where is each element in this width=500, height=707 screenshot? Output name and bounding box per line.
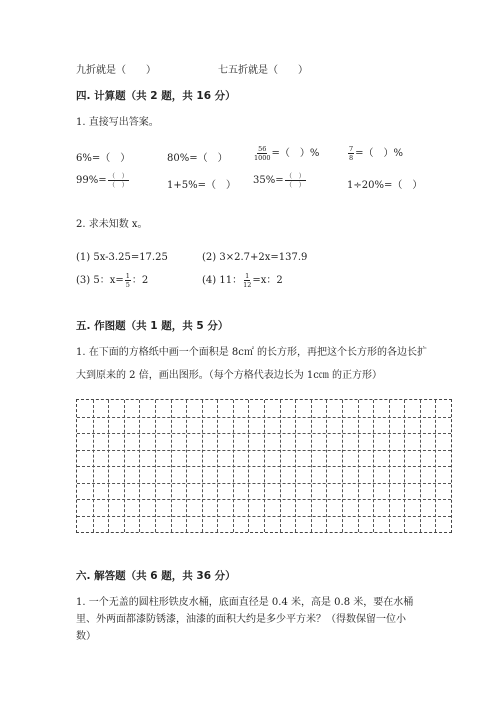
grid-horizontal-line bbox=[77, 417, 451, 418]
equation-3: (3) 5：x= $\frac{1}{5}$ ：2 bbox=[76, 272, 149, 289]
word-problem-line-3: 数） bbox=[76, 631, 96, 642]
fraction-1-12: $\frac{1}{12}$ bbox=[243, 272, 252, 289]
fraction-1-5: $\frac{1}{5}$ bbox=[125, 272, 130, 289]
question-2-label: 2. 求未知数 x。 bbox=[76, 219, 148, 230]
fraction-7-8: $\frac{7}{8}$ bbox=[349, 145, 354, 162]
word-problem-line-1: 1. 一个无盖的圆柱形铁皮水桶，底面直径是 0.4 米，高是 0.8 米，要在水桶 bbox=[76, 597, 414, 608]
calc-6-percent: 6%=（ ） bbox=[76, 153, 131, 164]
section-6-heading: 六. 解答题（共 6 题，共 36 分） bbox=[76, 570, 236, 582]
calc-7-over-8: $\frac{7}{8}$ =（ ）% bbox=[349, 145, 404, 162]
calc-80-percent: 80%=（ ） bbox=[167, 153, 228, 164]
seventy-five-percent-discount-question: 七五折就是（ ） bbox=[218, 65, 308, 76]
fraction-56-1000: $\frac{56}{1000}$ bbox=[254, 145, 271, 162]
grid-horizontal-line bbox=[77, 466, 451, 467]
grid-horizontal-line bbox=[77, 433, 451, 434]
square-grid-paper[interactable] bbox=[76, 399, 452, 533]
question-1-label: 1. 直接写出答案。 bbox=[76, 117, 159, 128]
calc-1-divide-20-percent: 1÷20%=（ ） bbox=[347, 180, 423, 191]
section-5-heading: 五. 作图题（共 1 题，共 5 分） bbox=[76, 320, 229, 332]
fraction-blank: $\frac{( )}{( )}$ bbox=[108, 172, 129, 189]
grid-horizontal-line bbox=[77, 499, 451, 500]
ninety-percent-discount-question: 九折就是（ ） bbox=[76, 65, 156, 76]
calc-35-percent: 35%= $\frac{( )}{( )}$ bbox=[253, 172, 306, 189]
calc-1-plus-5-percent: 1+5%=（ ） bbox=[167, 180, 236, 191]
grid-horizontal-line bbox=[77, 483, 451, 484]
word-problem-line-2: 里、外两面都漆防锈漆，油漆的面积大约是多少平方米？（得数保留一位小 bbox=[76, 614, 406, 625]
equation-2: (2) 3×2.7+2x=137.9 bbox=[202, 252, 308, 263]
equation-1: (1) 5x-3.25=17.25 bbox=[76, 252, 168, 263]
section-4-heading: 四. 计算题（共 2 题，共 16 分） bbox=[76, 90, 236, 102]
grid-horizontal-line bbox=[77, 450, 451, 451]
grid-horizontal-line bbox=[77, 516, 451, 517]
drawing-question-line-1: 1. 在下面的方格纸中画一个面积是 8c㎡ 的长方形，再把这个长方形的各边长扩 bbox=[76, 347, 428, 358]
drawing-question-line-2: 大到原来的 2 倍，画出图形。（每个方格代表边长为 1c㎝ 的正方形） bbox=[76, 370, 383, 381]
calc-56-over-1000: $\frac{56}{1000}$ =（ ）% bbox=[254, 145, 320, 162]
fraction-blank: $\frac{( )}{( )}$ bbox=[285, 172, 306, 189]
calc-99-percent: 99%= $\frac{( )}{( )}$ bbox=[76, 172, 129, 189]
equation-4: (4) 11： $\frac{1}{12}$ =x：2 bbox=[202, 272, 283, 289]
